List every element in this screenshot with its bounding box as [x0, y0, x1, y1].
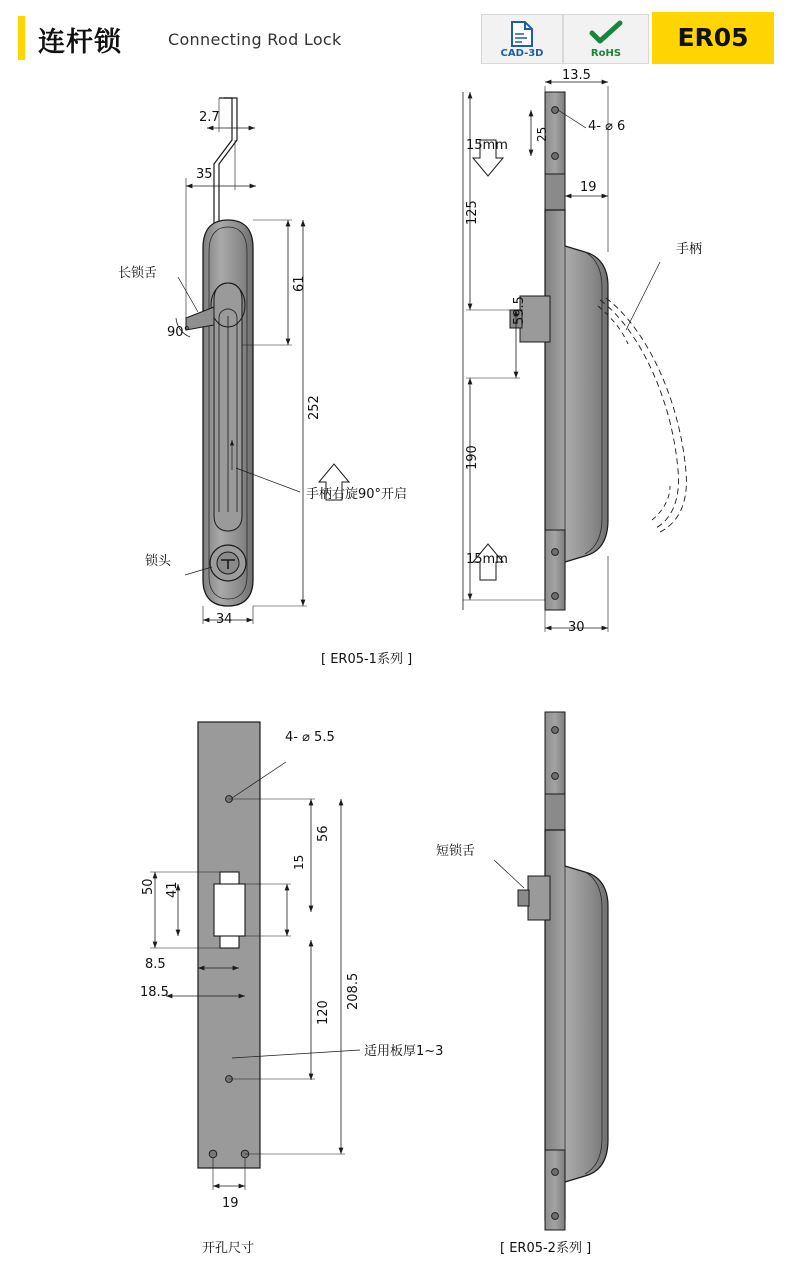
caption-cutout: 开孔尺寸 — [202, 1241, 255, 1256]
dim-cutout-120: 120 — [316, 1000, 331, 1025]
annotation-15mm-top: 15mm — [466, 138, 508, 153]
dim-cutout-56: 56 — [316, 825, 331, 842]
annotation-lock-head: 锁头 — [145, 554, 172, 569]
page-title-cn: 连杆锁 — [38, 27, 122, 58]
annotation-15mm-bottom: 15mm — [466, 552, 508, 567]
annotation-long-latch: 长锁舌 — [118, 266, 158, 281]
badge-rohs-label: RoHS — [590, 48, 622, 59]
dim-cutout-18-5: 18.5 — [140, 985, 169, 1000]
dim-cutout-15: 15 — [292, 854, 306, 870]
dim-front-34: 34 — [216, 612, 233, 627]
dim-front-252: 252 — [307, 395, 322, 420]
dim-cutout-50: 50 — [141, 878, 156, 895]
dim-cutout-19: 19 — [222, 1196, 239, 1211]
annotation-90-degree: 90° — [167, 325, 191, 340]
caption-er05-2: [ ER05-2系列 ] — [500, 1241, 592, 1256]
annotation-short-latch: 短锁舌 — [436, 844, 476, 859]
badge-cad-label: CAD-3D — [500, 48, 544, 59]
dim-cutout-4-d55: 4- ⌀ 5.5 — [285, 730, 335, 745]
dim-side-125: 125 — [465, 200, 480, 225]
annotation-handle-rotate: 手柄右旋90°开启 — [306, 487, 408, 502]
dim-side-25: 25 — [535, 126, 549, 142]
dim-side-19: 19 — [580, 180, 597, 195]
dim-cutout-41: 41 — [165, 881, 180, 898]
dim-front-61: 61 — [292, 275, 307, 292]
dim-side-30: 30 — [568, 620, 585, 635]
caption-er05-1: [ ER05-1系列 ] — [321, 652, 413, 667]
model-code: ER05 — [677, 23, 749, 52]
dim-side-190: 190 — [465, 445, 480, 470]
dim-front-2-7: 2.7 — [199, 110, 220, 125]
dim-front-35: 35 — [196, 167, 213, 182]
dim-cutout-8-5: 8.5 — [145, 957, 166, 972]
dim-side-13-5: 13.5 — [562, 68, 591, 83]
page-title-en: Connecting Rod Lock — [168, 30, 342, 49]
dim-side-59-5: 59.5 — [512, 296, 527, 325]
dim-side-4-d6: 4- ⌀ 6 — [588, 119, 626, 134]
annotation-handle: 手柄 — [676, 242, 703, 257]
dim-cutout-208-5: 208.5 — [346, 972, 361, 1010]
annotation-panel-thickness: 适用板厚1~3 — [364, 1044, 444, 1059]
